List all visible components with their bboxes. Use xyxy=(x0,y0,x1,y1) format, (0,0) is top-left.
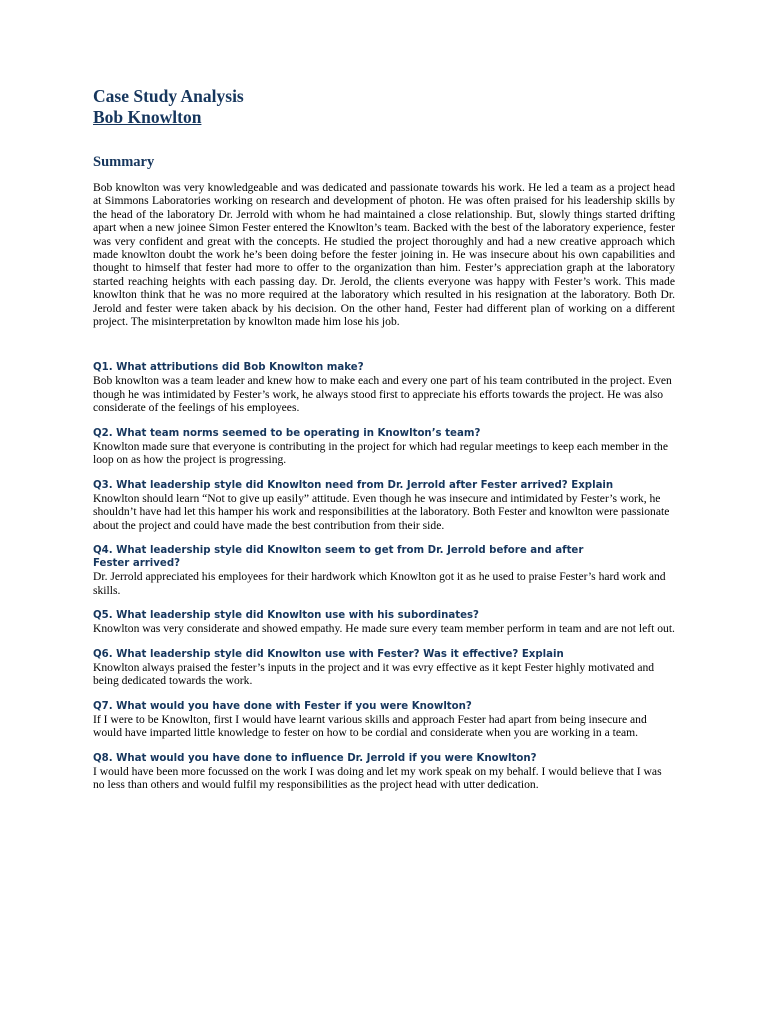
question-block-8 xyxy=(93,752,675,792)
document-subtitle: Bob Knowlton xyxy=(93,107,202,127)
answer-text: Knowlton always praised the fester’s inputs in the project and it was evry effective as it kept Fester highly motivated and being dedicated towards the work. xyxy=(93,660,655,688)
summary-text: Bob knowlton was very knowledgeable and was dedicated and passionate towards his work. He led a team as a project head at Simmons Laboratories working on research and development of photon. He was often praised for his leadership skills by the head of the laboratory Dr. Jerrold with whom he had maintained a close relationship. But, slowly things started drifting apart when a new joinee Simon Fester entered the Knowlton’s team. Backed with the best of the laboratory experience, fester was very confident and great with the concepts. He studied the project thoroughly and had a new creative approach which made knowlton doubt the work he’s been doing before the fester joining in. He was insecure about his own capabilities and thought to himself that fester had more to offer to the organization than him. Fester’s appreciation graph at the laboratory started reaching heights with each passing day. Dr. Jerold, the clients everyone was happy with Fester’s work. This made knowlton think that he was no more required at the laboratory which resulted in his resignation at the laboratory. Both Dr. Jerold and fester were taken aback by his decision. On the other hand, Fester had different plan of working on a different project. The misinterpretation by knowlton made him lose his job. xyxy=(93,181,675,329)
answer-text: Knowlton made sure that everyone is contributing in the project for which had regular meetings to keep each member in the loop on as how the project is progressing. xyxy=(93,439,668,467)
question-heading: Q1. What attributions did Bob Knowlton make? xyxy=(93,362,364,374)
answer-text: If I were to be Knowlton, first I would have learnt various skills and approach Fester had apart from being insecure and would have imparted little knowledge to fester on how to be cordial and considerate when you are working in a team. xyxy=(93,712,647,740)
question-heading: Q5. What leadership style did Knowlton use with his subordinates? xyxy=(93,610,479,622)
question-heading: Q2. What team norms seemed to be operating in Knowlton’s team? xyxy=(93,427,481,439)
question-block-4 xyxy=(93,544,675,597)
question-heading: Q4. What leadership style did Knowlton seem to get from Dr. Jerrold before and after Fester arrived? xyxy=(93,545,584,570)
summary-heading: Summary xyxy=(93,154,155,170)
question-block-3 xyxy=(93,479,675,533)
question-heading: Q6. What leadership style did Knowlton use with Fester? Was it effective? Explain xyxy=(93,648,564,660)
question-heading: Q8. What would you have done to influence Dr. Jerrold if you were Knowlton? xyxy=(93,752,537,764)
question-block-2 xyxy=(93,427,675,467)
question-list xyxy=(93,361,675,792)
question-block-7 xyxy=(93,700,675,740)
question-block-5 xyxy=(93,609,675,636)
document-page xyxy=(93,86,675,804)
answer-text: Dr. Jerrold appreciated his employees for their hardwork which Knowlton got it as he used to praise Fester’s hard work and skills. xyxy=(93,570,666,597)
answer-text: I would have been more focussed on the work I was doing and let my work speak on my behalf. I would believe that I was no less than others and would fulfil my responsibilities as the project head with utter dedication. xyxy=(93,764,662,792)
answer-text: Knowlton was very considerate and showed empathy. He made sure every team member perform in team and are not left out. xyxy=(93,622,675,636)
answer-text: Knowlton should learn “Not to give up easily” attitude. Even though he was insecure and intimidated by Fester’s work, he shouldn’t have had let this hamper his work and responsibilities at the laboratory. Both Fester and knowlton were passionate about the project and could have made the best contribution from their side. xyxy=(93,491,670,532)
question-heading: Q3. What leadership style did Knowlton need from Dr. Jerrold after Fester arrived? Explain xyxy=(93,479,614,491)
document-title: Case Study Analysis xyxy=(93,86,244,106)
question-block-6 xyxy=(93,648,675,688)
answer-text: Bob knowlton was a team leader and knew how to make each and every one part of his team contributed in the project. Even though he was intimidated by Fester’s work, he always stood first to appreciate his efforts towards the project. He was also considerate of the feelings of his employees. xyxy=(93,374,672,415)
question-heading: Q7. What would you have done with Fester if you were Knowlton? xyxy=(93,700,472,712)
question-block-1 xyxy=(93,361,675,415)
